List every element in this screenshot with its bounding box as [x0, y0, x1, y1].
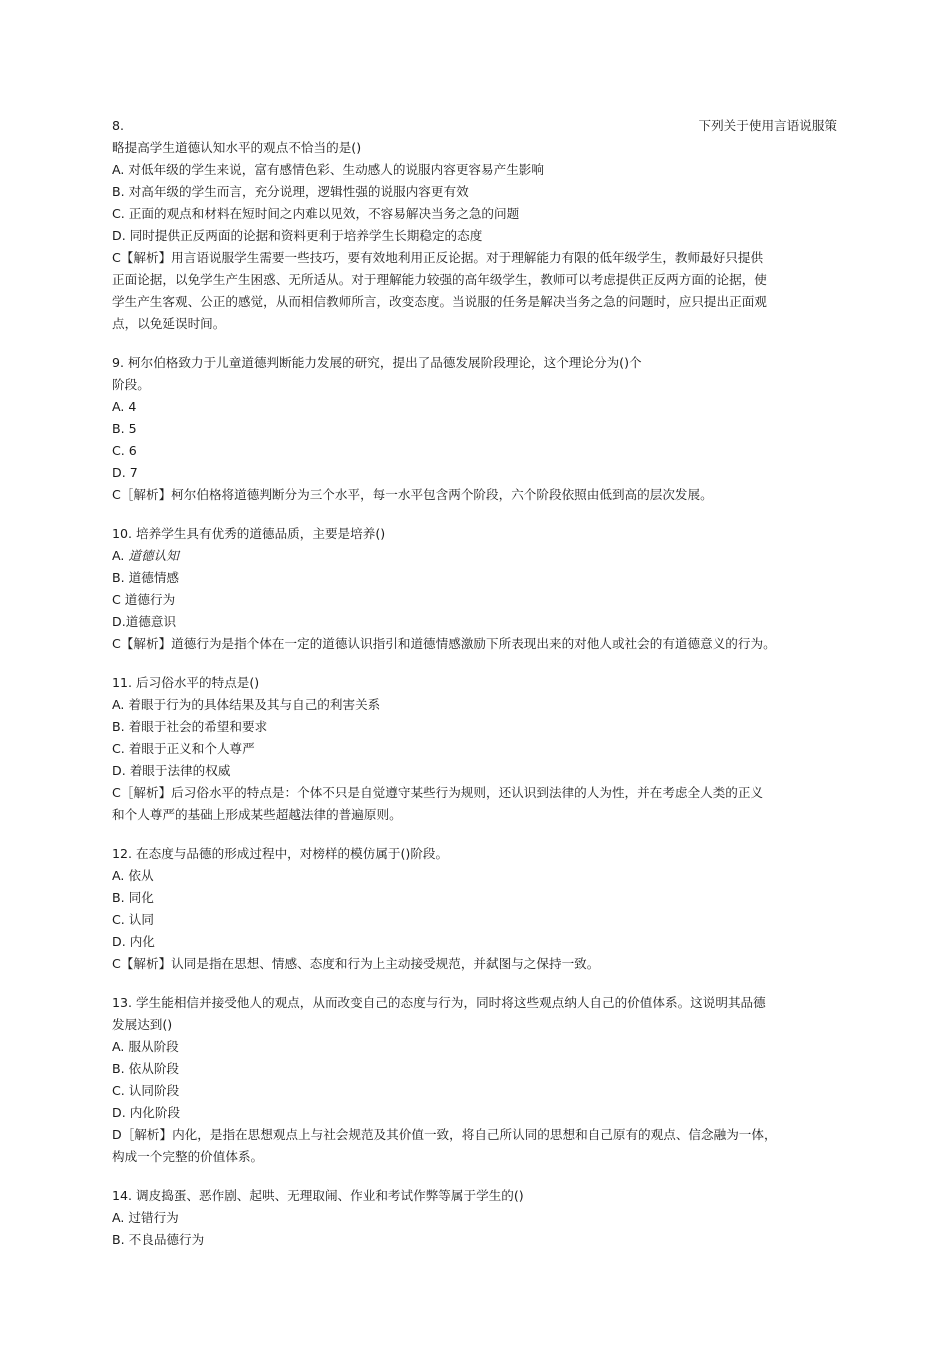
option-d: D. 内化: [112, 934, 155, 949]
question-list: [112, 115, 837, 1251]
question-stem-text: 略提高学生道德认知水平的观点不恰当的是(): [112, 140, 362, 155]
option-d: D. 着眼于法律的权威: [112, 763, 231, 778]
option-text: 道德认知: [128, 548, 179, 563]
question-stem-text: 下列关于使用言语说服策: [698, 118, 837, 133]
option-b: B. 同化: [112, 890, 154, 905]
answer-analysis: 正面论据，以免学生产生困惑、无所适从。对于理解能力较强的高年级学生，教师可以考虑提供正反两方面的论据，使: [112, 272, 767, 287]
option-a: A. 过错行为: [112, 1210, 179, 1225]
option-a: A. 4: [112, 399, 137, 414]
option-d: D.道德意识: [112, 614, 177, 629]
option-c: C. 正面的观点和材料在短时间之内难以见效，不容易解决当务之急的问题: [112, 206, 520, 221]
answer-analysis: 和个人尊严的基础上形成某些超越法律的普遍原则。: [112, 807, 402, 822]
option-c: C 道德行为: [112, 592, 176, 607]
spacer: [112, 506, 837, 523]
answer-analysis: 构成一个完整的价值体系。: [112, 1149, 264, 1164]
option-b: B. 对高年级的学生而言，充分说理，逻辑性强的说服内容更有效: [112, 184, 469, 199]
answer-analysis: C【解析】道德行为是指个体在一定的道德认识指引和道德情感激励下所表现出来的对他人或社会的有道德意义的行为。: [112, 636, 776, 651]
option-c: C. 认同阶段: [112, 1083, 180, 1098]
question-13: [112, 992, 837, 1168]
question-stem: 12. 在态度与品德的形成过程中，对榜样的模仿属于()阶段。: [112, 846, 449, 861]
option-b: B. 5: [112, 421, 137, 436]
answer-analysis: 点，以免延误时间。: [112, 316, 226, 331]
question-9: [112, 352, 837, 506]
option-d: D. 同时提供正反两面的论据和资料更利于培养学生长期稳定的态度: [112, 228, 483, 243]
option-d: D. 7: [112, 465, 138, 480]
option-b: B. 着眼于社会的希望和要求: [112, 719, 268, 734]
option-b: B. 不良品德行为: [112, 1232, 205, 1247]
option-label: A.: [112, 548, 129, 563]
answer-analysis: C［解析】后习俗水平的特点是：个体不只是自觉遵守某些行为规则，还认识到法律的人为性，并在考虑全人类的正义: [112, 785, 764, 800]
answer-analysis: D［解析】内化，是指在思想观点上与社会规范及其价值一致，将自己所认同的思想和自己原有的观点、信念融为一体，: [112, 1127, 777, 1142]
answer-analysis: C【解析】用言语说服学生需要一些技巧，要有效地利用正反论据。对于理解能力有限的低年级学生，教师最好只提供: [112, 250, 764, 265]
option-b: B. 道德情感: [112, 570, 180, 585]
answer-analysis: C［解析】柯尔伯格将道德判断分为三个水平，每一水平包含两个阶段，六个阶段依照由低到高的层次发展。: [112, 487, 713, 502]
spacer: [112, 975, 837, 992]
option-a: A. 着眼于行为的具体结果及其与自己的利害关系: [112, 697, 381, 712]
option-c: C. 6: [112, 443, 137, 458]
option-b: B. 依从阶段: [112, 1061, 180, 1076]
option-a: [112, 545, 837, 567]
option-c: C. 着眼于正义和个人尊严: [112, 741, 255, 756]
question-stem: 9. 柯尔伯格致力于儿童道德判断能力发展的研究，提出了品德发展阶段理论，这个理论分为()个: [112, 355, 642, 370]
spacer: [112, 655, 837, 672]
question-stem: 10. 培养学生具有优秀的道德品质，主要是培养(): [112, 526, 386, 541]
option-c: C. 认同: [112, 912, 154, 927]
question-number: 8.: [112, 118, 125, 133]
question-11: [112, 672, 837, 826]
spacer: [112, 1168, 837, 1185]
question-stem: 发展达到(): [112, 1017, 173, 1032]
answer-analysis: 学生产生客观、公正的感觉，从而相信教师所言，改变态度。当说服的任务是解决当务之急的问题时，应只提出正面观: [112, 294, 767, 309]
answer-analysis: C【解析】认同是指在思想、情感、态度和行为上主动接受规范，并弑图与之保持一致。: [112, 956, 600, 971]
question-stem: 11. 后习俗水平的特点是(): [112, 675, 260, 690]
question-stem: [112, 115, 837, 137]
spacer: [112, 826, 837, 843]
option-a: A. 服从阶段: [112, 1039, 179, 1054]
option-a: A. 对低年级的学生来说，富有感情色彩、生动感人的说服内容更容易产生影响: [112, 162, 544, 177]
option-a: A. 依从: [112, 868, 154, 883]
question-stem: 13. 学生能相信并接受他人的观点，从而改变自己的态度与行为，同时将这些观点纳人自己的价值体系。这说明其品德: [112, 995, 766, 1010]
question-14: [112, 1185, 837, 1251]
question-stem: 14. 调皮捣蛋、恶作剧、起哄、无理取闹、作业和考试作弊等属于学生的(): [112, 1188, 524, 1203]
question-10: [112, 523, 837, 655]
question-8: [112, 115, 837, 335]
question-12: [112, 843, 837, 975]
spacer: [112, 335, 837, 352]
option-d: D. 内化阶段: [112, 1105, 181, 1120]
question-stem: 阶段。: [112, 377, 150, 392]
